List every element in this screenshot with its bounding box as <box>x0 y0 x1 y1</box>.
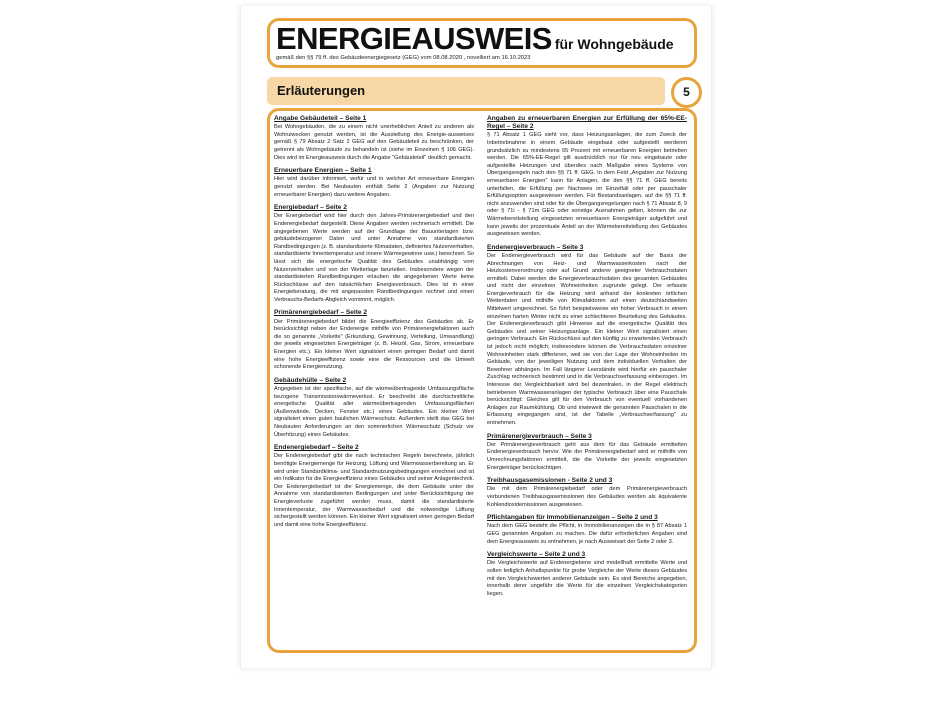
left-column <box>274 115 474 534</box>
page-number-badge: 5 <box>671 77 702 108</box>
section-gebaeudeteil <box>274 115 474 162</box>
section-heading: Angaben zu erneuerbaren Energien zur Erfüllung der 65%-EE-Regel – Seite 2 <box>487 115 687 131</box>
section-primaerenergiebedarf <box>274 309 474 371</box>
title-header <box>267 18 697 68</box>
section-text: Der Endenergieverbrauch wird für das Gebäude auf der Basis der Abrechnungen von Heiz- und Warmwasserkosten nach der Heizkostenverordnung oder auf Grund anderer geeigneter Verbrauchsdaten ermittelt. Dabei werden die Energieverbrauchsdaten des gesamten Gebäudes und nicht der einzelnen Wohneinheiten zugrunde gelegt. Der erfasste Energieverbrauch für die Heizung wird anhand der konkreten örtlichen Wetterdaten und mithilfe von Klimafaktoren auf einen deutschlandweiten Mittelwert umgerechnet. So führt beispielsweise ein hoher Verbrauch in einem einzelnen harten Winter nicht zu einer schlechteren Beurteilung des Gebäudes. Der Endenergieverbrauch gibt Hinweise auf die energetische Qualität des Gebäudes und seiner Heizungsanlage. Ein kleiner Wert signalisiert einen geringen Verbrauch. Ein Rückschluss auf den künftig zu erwartenden Verbrauch ist jedoch nicht möglich; insbesondere können die Verbrauchsdaten einzelner Wohneinheiten stark differieren, weil sie von der Lage der Wohneinheiten im Gebäude, von der jeweiligen Nutzung und dem individuellen Verhalten der Bewohner abhängen. Im Fall längerer Leerstände wird hierfür ein pauschaler Zuschlag rechnerisch bestimmt und in die Verbrauchserfassung einbezogen. Im Interesse der Vergleichbarkeit wird bei dezentralen, in der Regel elektrisch betriebenen Warmwasseranlagen der typische Verbrauch über eine Pauschale berücksichtigt: Gleiches gilt für den Verbrauch von eventuell vorhandenen Anlagen zur Raumkühlung. Ob und inwieweit die genannten Pauschalen in die Erfassung eingegangen sind, ist der Tabelle „Verbrauchserfassung" zu entnehmen. <box>487 252 687 426</box>
section-heading: Energiebedarf – Seite 2 <box>274 204 347 212</box>
section-primaerenergieverbrauch <box>487 433 687 473</box>
section-header <box>267 77 665 105</box>
section-vergleichswerte <box>487 551 687 598</box>
section-text: Hier wird darüber informiert, wofür und in welcher Art erneuerbare Energien genutzt werden. Bei Neubauten enthält Seite 2 (Angaben zur Nutzung erneuerbarer Energien) dazu weitere Angaben. <box>274 176 474 198</box>
title-line <box>276 22 674 56</box>
section-endenergiebedarf <box>274 444 474 529</box>
section-heading: Treibhausgasemissionen - Seite 2 und 3 <box>487 477 613 485</box>
section-heading: Endenergiebedarf – Seite 2 <box>274 444 359 452</box>
section-pflichtangaben <box>487 514 687 546</box>
section-text: Die Vergleichswerte auf Endenergiebene sind modellhaft ermittelte Werte und sollen lediglich Anhaltspunkte für grobe Vergleiche der Werte dieses Gebäudes mit den Vergleichswerten anderer Gebäude sein. Es sind Bereiche angegeben, innerhalb derer ungefähr die Werte für die einzelnen Vergleichskategorien liegen. <box>487 560 687 597</box>
explanations-content <box>267 108 697 653</box>
section-heading: Vergleichswerte – Seite 2 und 3 <box>487 551 586 559</box>
section-text: Der Primärenergieverbrauch geht aus dem für das Gebäude ermittelten Endenergieverbrauch hervor. Wie der Primärenergiebedarf wird er mithilfe von Umrechnungsfaktoren ermittelt, die die Vorkette der jeweils eingesetzten Energieträger berücksichtigen. <box>487 441 687 471</box>
section-heading: Primärenergieverbrauch – Seite 3 <box>487 432 592 440</box>
section-endenergieverbrauch <box>487 244 687 428</box>
section-gebaeudehuelle <box>274 377 474 439</box>
section-text: Die mit dem Primärenergiebedarf oder dem Primärenergieverbrauch verbundenen Treibhausgasemissionen des Gebäudes werden als äquivalente Kohlendioxidemissionen ausgewiesen. <box>487 486 687 508</box>
legal-note: gemäß den §§ 79 ff. des Gebäudeenergiegesetz (GEG) vom 08.08.2020 , novelliert am 16.10.2023 <box>276 55 531 61</box>
section-text: Angegeben ist der spezifische, auf die wärmeübertragende Umfassungsfläche bezogene Transmissionswärmeverlust. Er beschreibt die durchschnittliche energetische Qualität aller wärmeübertragenden Umfassungsflächen (Außenwände, Decken, Fenster etc.) eines Gebäudes. Ein kleiner Wert signalisiert einen guten baulichen Wärmeschutz. Außerdem stellt das GEG bei Neubauten Anforderungen an den sommerlichen Wärmeschutz (Schutz vor Überhitzung) eines Gebäudes. <box>274 386 474 438</box>
section-text: Bei Wohngebäuden, die zu einem nicht unerheblichen Anteil zu anderen als Wohnzwecken genutzt werden, ist die Ausstellung des Energie-ausweises gemäß § 79 Absatz 2 Satz 2 GEG auf den Gebäudeteil zu beschränken, der getrennt als Wohngebäude zu behandeln ist (siehe im Einzelnen § 106 GEG). Dies wird im Energieausweis durch die Angabe "Gebäudeteil" deutlich gemacht. <box>274 124 474 161</box>
document-title: ENERGIEAUSWEIS <box>276 21 552 56</box>
section-text: Der Energiebedarf wird hier durch den Jahres-Primärenergiebedarf und den Endenergiebedarf dargestellt. Diese Angaben werden rechnerisch ermittelt. Die angegebenen Werte werden auf der Grundlage der Bauunterlagen bzw. gebäudebezogener Daten und unter Annahme von standardisierten Randbedingungen (z. B. standardisierte Klimadaten, definiertes Nutzerverhalten, standardisierte Innentemperatur und innere Wärmegewinne usw.) berechnet. So lässt sich die energetische Qualität des Gebäudes unabhängig vom Nutzerverhalten und von der Wetterlage beurteilen. Insbesondere wegen der standardisierten Randbedingungen erlauben die angegebenen Werte keine Rückschlüsse auf den tatsächlichen Energieverbrauch. Dies ist in einer Energieberatung, die mit angepassten Randbedingungen rechnet und einen Verbrauchs-Bedarfs-Abgleich vornimmt, möglich. <box>274 213 474 303</box>
section-energiebedarf <box>274 204 474 304</box>
right-column <box>487 115 687 603</box>
section-heading: Endenergieverbrauch – Seite 3 <box>487 243 584 251</box>
document-page <box>240 6 712 668</box>
section-heading: Gebäudehülle – Seite 2 <box>274 376 347 384</box>
section-heading: Erneuerbare Energien – Seite 1 <box>274 167 372 175</box>
document-subtitle: für Wohngebäude <box>554 36 674 52</box>
section-65-ee-regel <box>487 115 687 239</box>
section-treibhausgasemissionen <box>487 477 687 509</box>
section-text: Der Primärenergiebedarf bildet die Energieeffizienz des Gebäudes ab. Er berücksichtigt neben der Endenergie mithilfe von Primärenergiefaktoren auch die so genannte „Vorkette" (Erkundung, Gewinnung, Verteilung, Umwandlung) der jeweils eingesetzten Energieträger (z. B. Heizöl, Gas, Strom, erneuerbare Energien etc.). Ein kleiner Wert signalisiert einen geringen Bedarf und damit eine hohe Energieeffizienz sowie eine die Ressourcen und die Umwelt schonende Energienutzung. <box>274 318 474 371</box>
section-title: Erläuterungen <box>277 83 366 98</box>
section-text: Nach dem GEG besteht die Pflicht, in Immobilienanzeigen die in § 87 Absatz 1 GEG genannten Angaben zu machen. Die dafür erforderlichen Angaben sind dem Energieausweis zu entnehmen, je nach Ausweisart der Seite 2 oder 3. <box>487 523 687 545</box>
section-heading: Primärenergiebedarf – Seite 2 <box>274 309 368 317</box>
section-heading: Angabe Gebäudeteil – Seite 1 <box>274 115 367 122</box>
section-text: § 71 Absatz 1 GEG sieht vor, dass Heizungsanlagen, die zum Zweck der Inbetriebnahme in einem Gebäude eingebaut oder aufgestellt werdenm grundsätzlich zu mindestens 65 Prozent mit erneuerbaren Energien betrieben werden. Die 65%-EE-Regel gilt ausdrücklich nur für neu eingebaute oder aufgestellte Heizungen und überdies nach Maßgabe eines Systems von Übergangsregeln nach den §§ 71 ff. GEG. In dem Feld „Angaben zur Nutzung erneuerbarer Energien" kann für Anlagen, die den §§ 71 ff. GEG bereits unterfallen, die Erfüllung per Nachweis im Einzelfall oder per pauschaler Erfüllungsoption ausgewiesen werden. Für Bestandsanlagen, auf die §§ 71 ff. nicht anzuwenden sind oder für die Übergangsregelungen nach § 71 Absatz 8, 9 oder § 71i - § 71m GEG oder sonstige Ausnahmen gelten, können die zur Wärmebereitstellung eingesetzten erneuerbaren Energieträger aufgeführt und kann jeweils der prozentuale Anteil an der Wärmebereitstellung des Gebäudes ausgewiesen werden. <box>487 132 687 238</box>
section-text: Der Endenergiebedarf gibt die nach technischen Regeln berechnete, jährlich benötigte Energiemenge für Heizung, Lüftung und Warmwasserbereitung an. Er wird unter Standardklima- und Standardnutzungsbedingungen errechnet und ist ein Indikator für die Energieeffizienz eines Gebäudes und seiner Anlagentechnik. Der Endenergiebedarf ist die Energiemenge, die dem Gebäude unter der Annahme von standardisierten Bedingungen und unter Berücksichtigung der Energieverluste zugeführt werden muss, damit die standardisierte Innentemperatur, der Warmwasserbedarf und die notwendige Lüftung sichergestellt werden können. Ein kleiner Wert signalisiert einen geringen Bedarf und damit eine hohe Energieeffizienz. <box>274 453 474 528</box>
section-heading: Pflichtangaben für Immobilienanzeigen – Seite 2 und 3 <box>487 514 658 522</box>
section-erneuerbare-energien <box>274 167 474 199</box>
